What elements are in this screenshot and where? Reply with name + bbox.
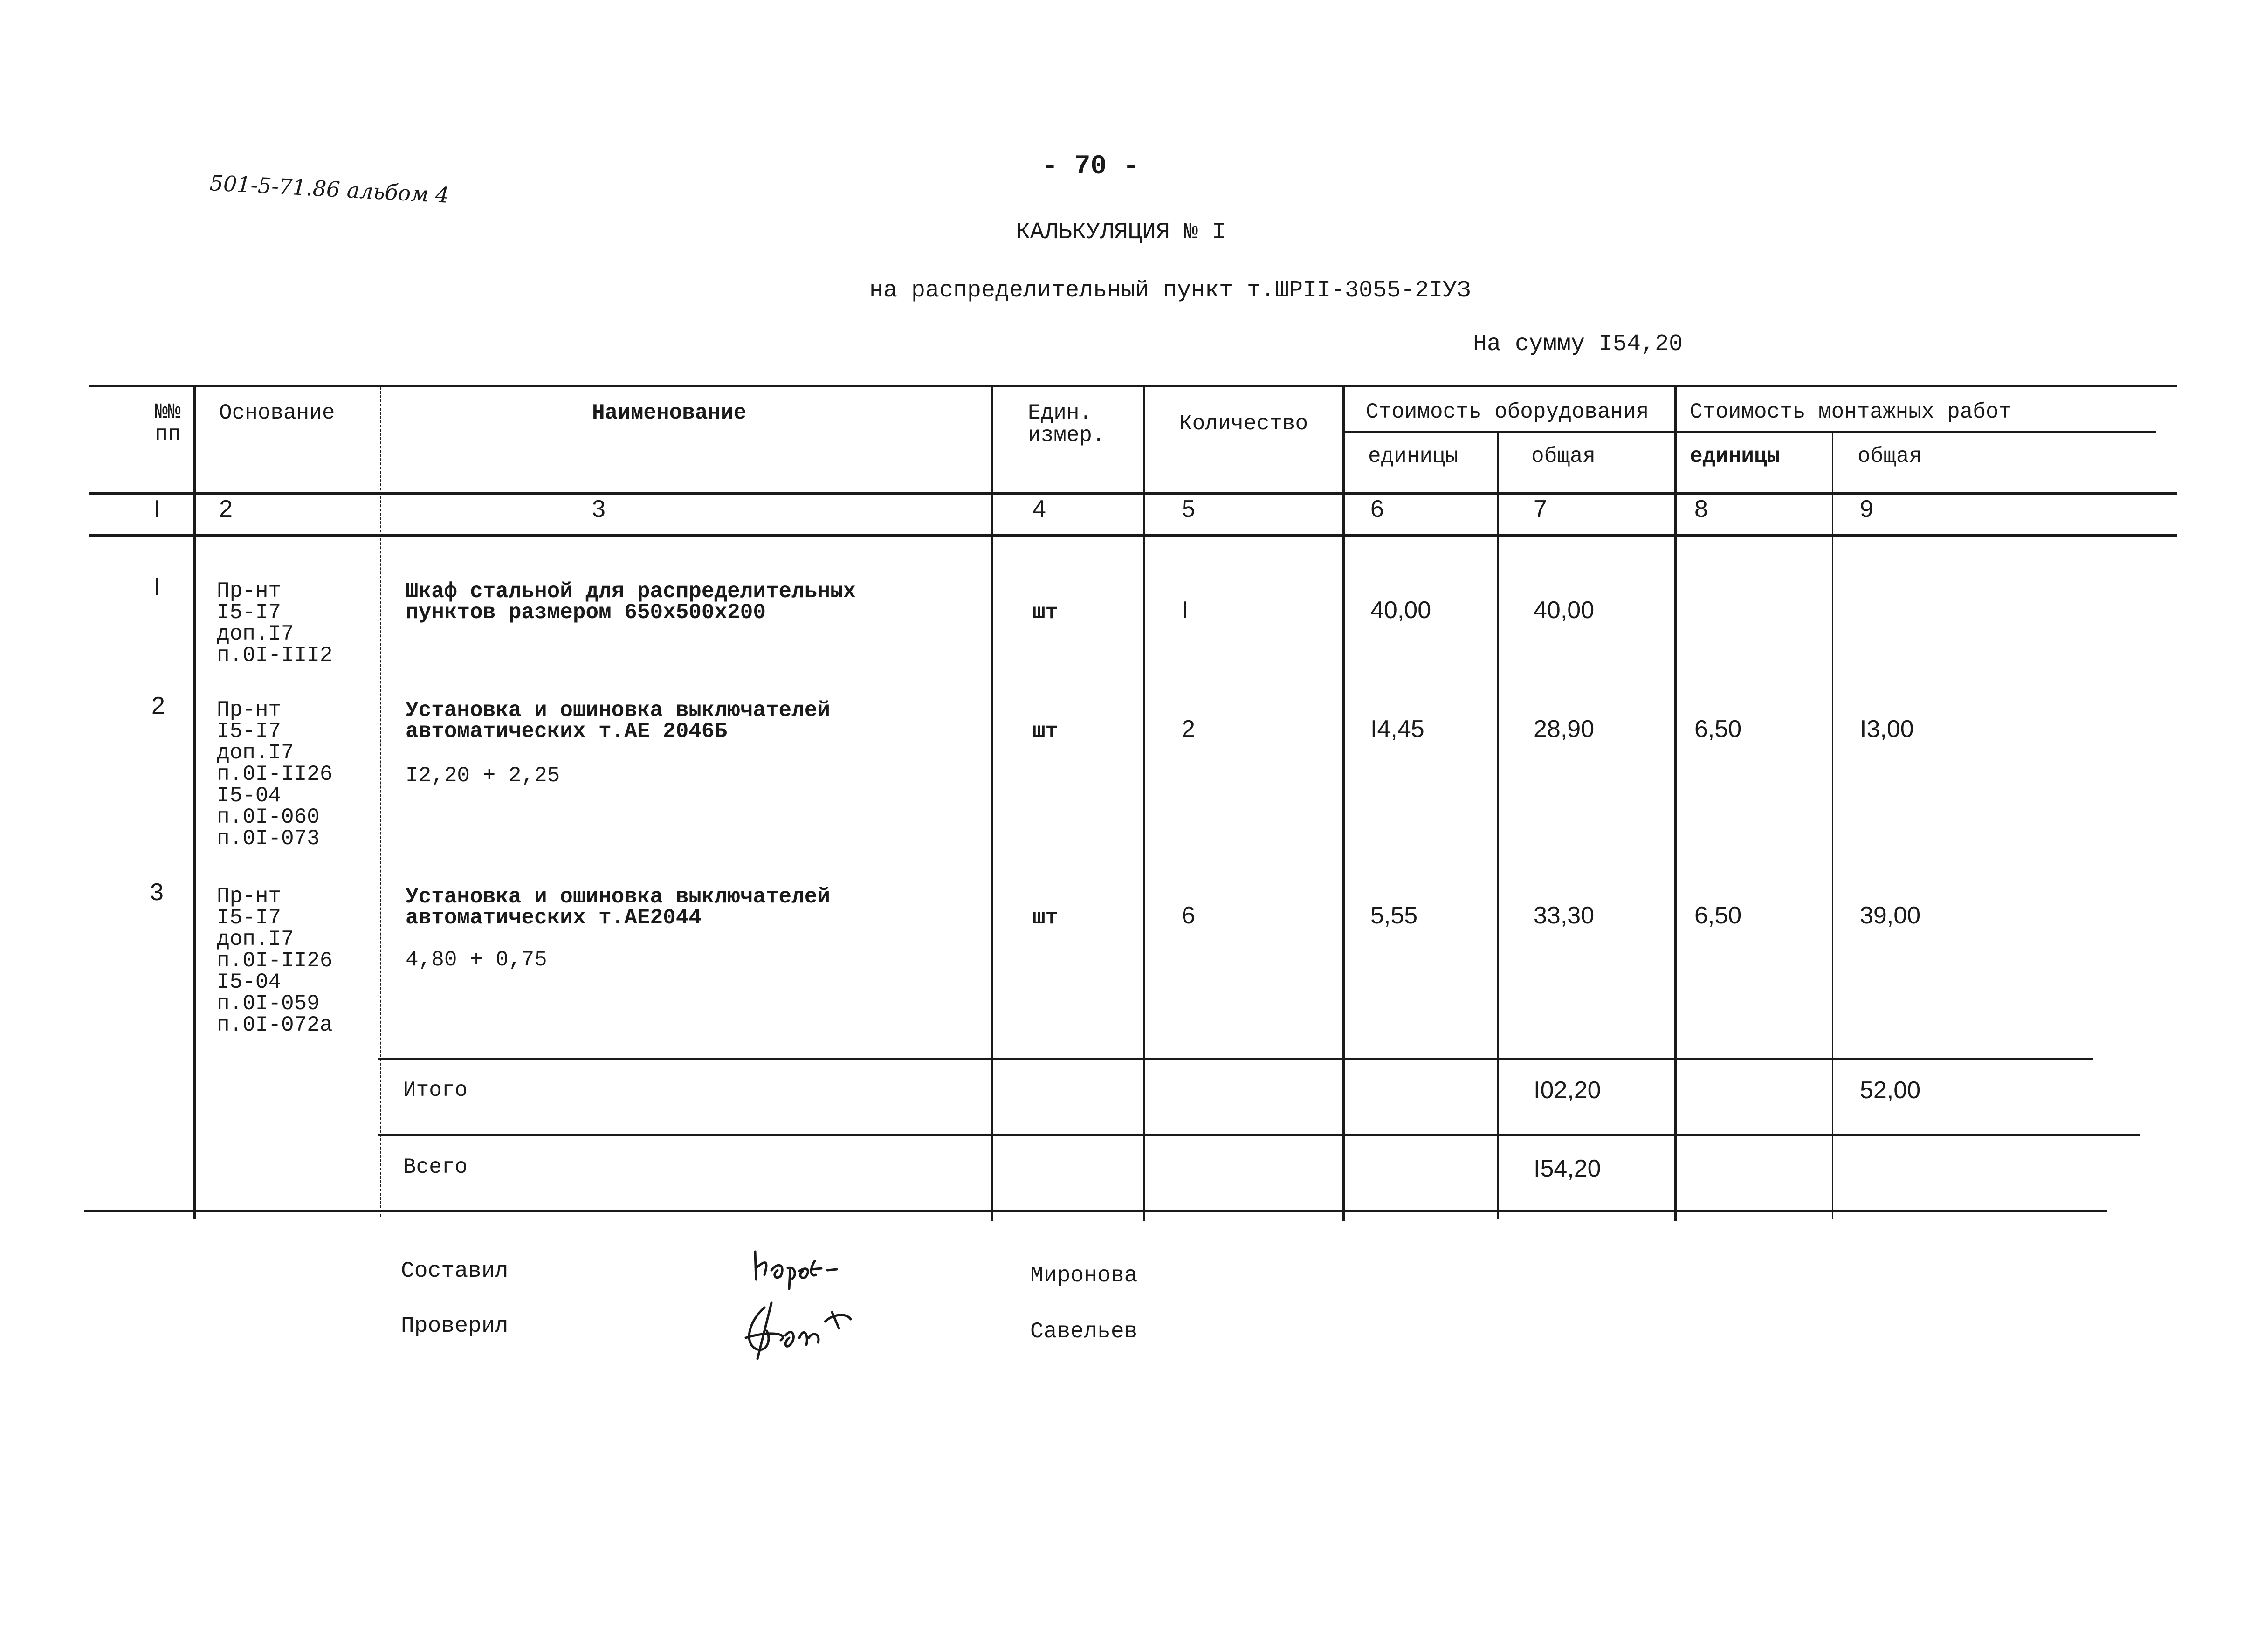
col-divider-5 — [1342, 387, 1345, 1221]
row-install-total: 39,00 — [1860, 902, 1921, 929]
column-number: 4 — [1032, 496, 1046, 523]
row-name: автоматических т.АЕ2044 — [406, 906, 702, 930]
row-unit: шт — [1032, 906, 1059, 930]
checked-by-name: Савельев — [1030, 1319, 1138, 1344]
row-equip-unit: 40,00 — [1370, 597, 1431, 624]
column-number: 8 — [1694, 496, 1708, 523]
row-num: 3 — [150, 879, 164, 906]
compiled-by-label: Составил — [401, 1259, 509, 1284]
row-num: I — [154, 573, 161, 600]
header-install-per-unit: единицы — [1690, 444, 1780, 468]
row-name: Шкаф стальной для распределительных — [406, 579, 856, 604]
col-divider-2 — [380, 387, 381, 1217]
subtotal-equip-total: I02,20 — [1534, 1077, 1601, 1104]
header-qty: Количество — [1179, 412, 1308, 436]
column-number: I — [154, 496, 161, 523]
document-subtitle: на распределительный пункт т.ШРII-3055-2IУЗ — [869, 277, 1471, 304]
grand-total-equip-total: I54,20 — [1534, 1155, 1601, 1182]
row-equip-total: 28,90 — [1534, 716, 1595, 743]
table-top-rule — [89, 385, 2177, 387]
row-qty: 2 — [1182, 716, 1195, 743]
row-num: 2 — [151, 692, 165, 719]
row-equip-unit: 5,55 — [1370, 902, 1418, 929]
header-install-cost: Стоимость монтажных работ — [1690, 400, 2012, 424]
compiled-signature — [750, 1242, 858, 1294]
column-number: 9 — [1860, 496, 1873, 523]
document-title: КАЛЬКУЛЯЦИЯ № I — [1016, 219, 1226, 246]
row-name: Установка и ошиновка выключателей — [406, 698, 830, 723]
col-divider-7 — [1674, 387, 1677, 1221]
row-install-unit: 6,50 — [1694, 902, 1742, 929]
header-equip-total: общая — [1531, 444, 1596, 468]
page-number: - 70 - — [1042, 151, 1139, 182]
header-equip-per-unit: единицы — [1368, 444, 1459, 468]
col-divider-8 — [1832, 431, 1833, 1219]
col-divider-1 — [193, 387, 196, 1219]
header-sub-rule — [1345, 431, 2156, 433]
column-number: 6 — [1370, 496, 1384, 523]
row-equip-total: 33,30 — [1534, 902, 1595, 929]
row-unit: шт — [1032, 600, 1059, 625]
total-sum: На сумму I54,20 — [1473, 331, 1683, 358]
column-number: 7 — [1534, 496, 1547, 523]
subtotal-bottom-rule — [378, 1134, 2140, 1136]
checked-signature — [739, 1294, 879, 1368]
header-num: №№ пп — [155, 400, 181, 447]
compiled-by-name: Миронова — [1030, 1263, 1138, 1288]
col-divider-6 — [1497, 431, 1499, 1219]
row-qty: 6 — [1182, 902, 1195, 929]
row-equip-total: 40,00 — [1534, 597, 1595, 624]
header-name: Наименование — [592, 401, 747, 425]
column-number: 2 — [219, 496, 233, 523]
col-divider-4 — [1143, 387, 1145, 1221]
row-install-unit: 6,50 — [1694, 716, 1742, 743]
row-install-total: I3,00 — [1860, 716, 1914, 743]
column-number: 3 — [592, 496, 606, 523]
row-name: Установка и ошиновка выключателей — [406, 885, 830, 909]
row-name: автоматических т.АЕ 2046Б — [406, 719, 728, 743]
row-qty: I — [1182, 597, 1189, 624]
row-formula: I2,20 + 2,25 — [406, 764, 560, 788]
row-basis: Пр-нт I5-I7 доп.I7 п.0I-II26 I5-04 п.0I-060 п.0I-073 — [217, 698, 333, 851]
row-basis: Пр-нт I5-I7 доп.I7 п.0I-II26 I5-04 п.0I-059 п.0I-072а — [217, 884, 333, 1037]
header-equipment-cost: Стоимость оборудования — [1366, 400, 1649, 424]
header-unit: Един. измер. — [1028, 401, 1105, 447]
row-basis: Пр-нт I5-I7 доп.I7 п.0I-III2 — [217, 579, 333, 668]
subtotal-top-rule — [378, 1058, 2093, 1060]
header-install-total: общая — [1858, 444, 1922, 468]
row-equip-unit: I4,45 — [1370, 716, 1424, 743]
row-formula: 4,80 + 0,75 — [406, 948, 547, 972]
col-divider-3 — [991, 387, 993, 1221]
row-name: пунктов размером 650х500х200 — [406, 600, 766, 625]
table-bottom-rule — [84, 1210, 2107, 1212]
header-bottom-rule — [89, 492, 2177, 495]
column-number: 5 — [1182, 496, 1195, 523]
grand-total-label: Всего — [403, 1155, 468, 1179]
checked-by-label: Проверил — [401, 1314, 509, 1339]
row-unit: шт — [1032, 719, 1059, 743]
header-basis: Основание — [219, 401, 335, 425]
column-numbers-rule — [89, 534, 2177, 537]
subtotal-install-total: 52,00 — [1860, 1077, 1921, 1104]
subtotal-label: Итого — [403, 1078, 468, 1102]
document-reference-handwritten: 501-5-71.86 альбом 4 — [209, 170, 450, 208]
